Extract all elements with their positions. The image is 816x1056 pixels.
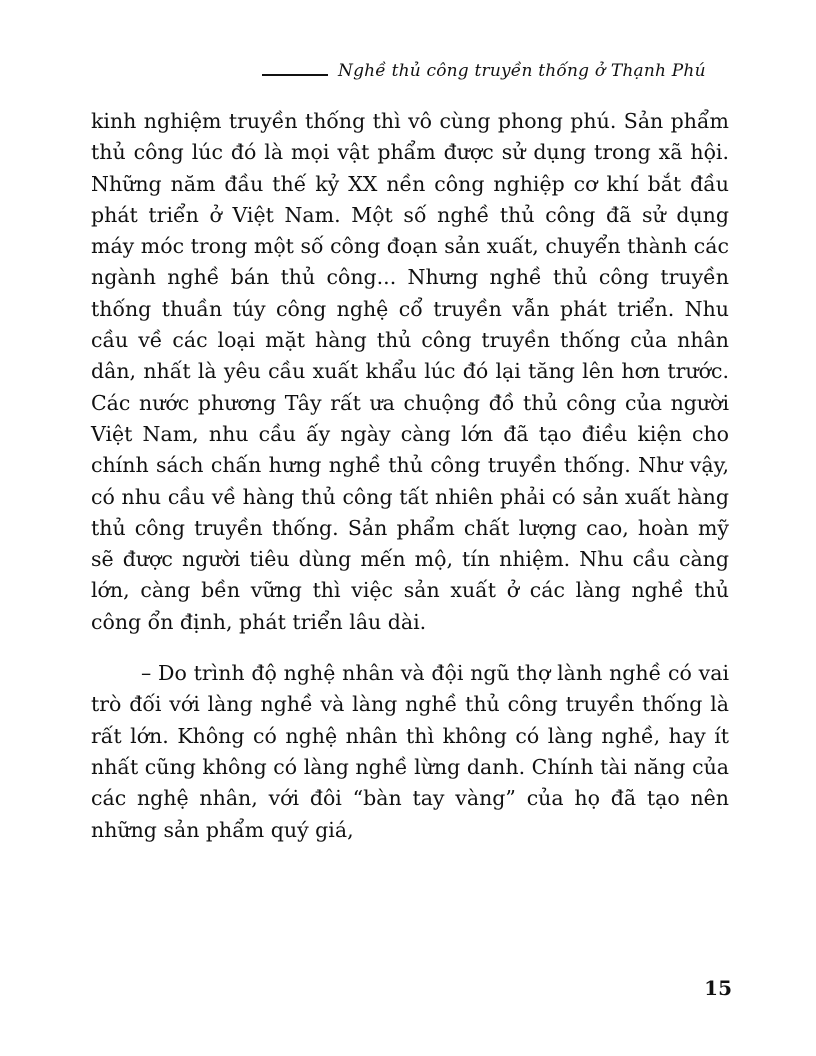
running-header: [262, 56, 732, 86]
paragraph: – Do trình độ nghệ nhân và đội ngũ thợ lành nghề có vai trò đối với làng nghề và làng nghề thủ công truyền thống là rất lớn. Không có nghệ nhân thì không có làng nghề, hay ít nhất cũng không có làng nghề lừng danh. Chính tài năng của các nghệ nhân, với đôi “bàn tay vàng” của họ đã tạo nên những sản phẩm quý giá,: [91, 661, 729, 842]
header-rule: [262, 74, 328, 76]
page-number: 15: [704, 976, 732, 1000]
paragraph: kinh nghiệm truyền thống thì vô cùng phong phú. Sản phẩm thủ công lúc đó là mọi vật phẩm được sử dụng trong xã hội. Những năm đầu thế kỷ XX nền công nghiệp cơ khí bắt đầu phát triển ở Việt Nam. Một số nghề thủ công đã sử dụng máy móc trong một số công đoạn sản xuất, chuyển thành các ngành nghề bán thủ công... Nhưng nghề thủ công truyền thống thuần túy công nghệ cổ truyền vẫn phát triển. Nhu cầu về các loại mặt hàng thủ công truyền thống của nhân dân, nhất là yêu cầu xuất khẩu lúc đó lại tăng lên hơn trước. Các nước phương Tây rất ưa chuộng đồ thủ công của người Việt Nam, nhu cầu ấy ngày càng lớn đã tạo điều kiện cho chính sách chấn hưng nghề thủ công truyền thống. Như vậy, có nhu cầu về hàng thủ công tất nhiên phải có sản xuất hàng thủ công truyền thống. Sản phẩm chất lượng cao, hoàn mỹ sẽ được người tiêu dùng mến mộ, tín nhiệm. Nhu cầu càng lớn, càng bền vững thì việc sản xuất ở các làng nghề thủ công ổn định, phát triển lâu dài.: [91, 109, 729, 634]
running-header-title: Nghề thủ công truyền thống ở Thạnh Phú: [338, 61, 706, 81]
body-text: [91, 106, 729, 846]
